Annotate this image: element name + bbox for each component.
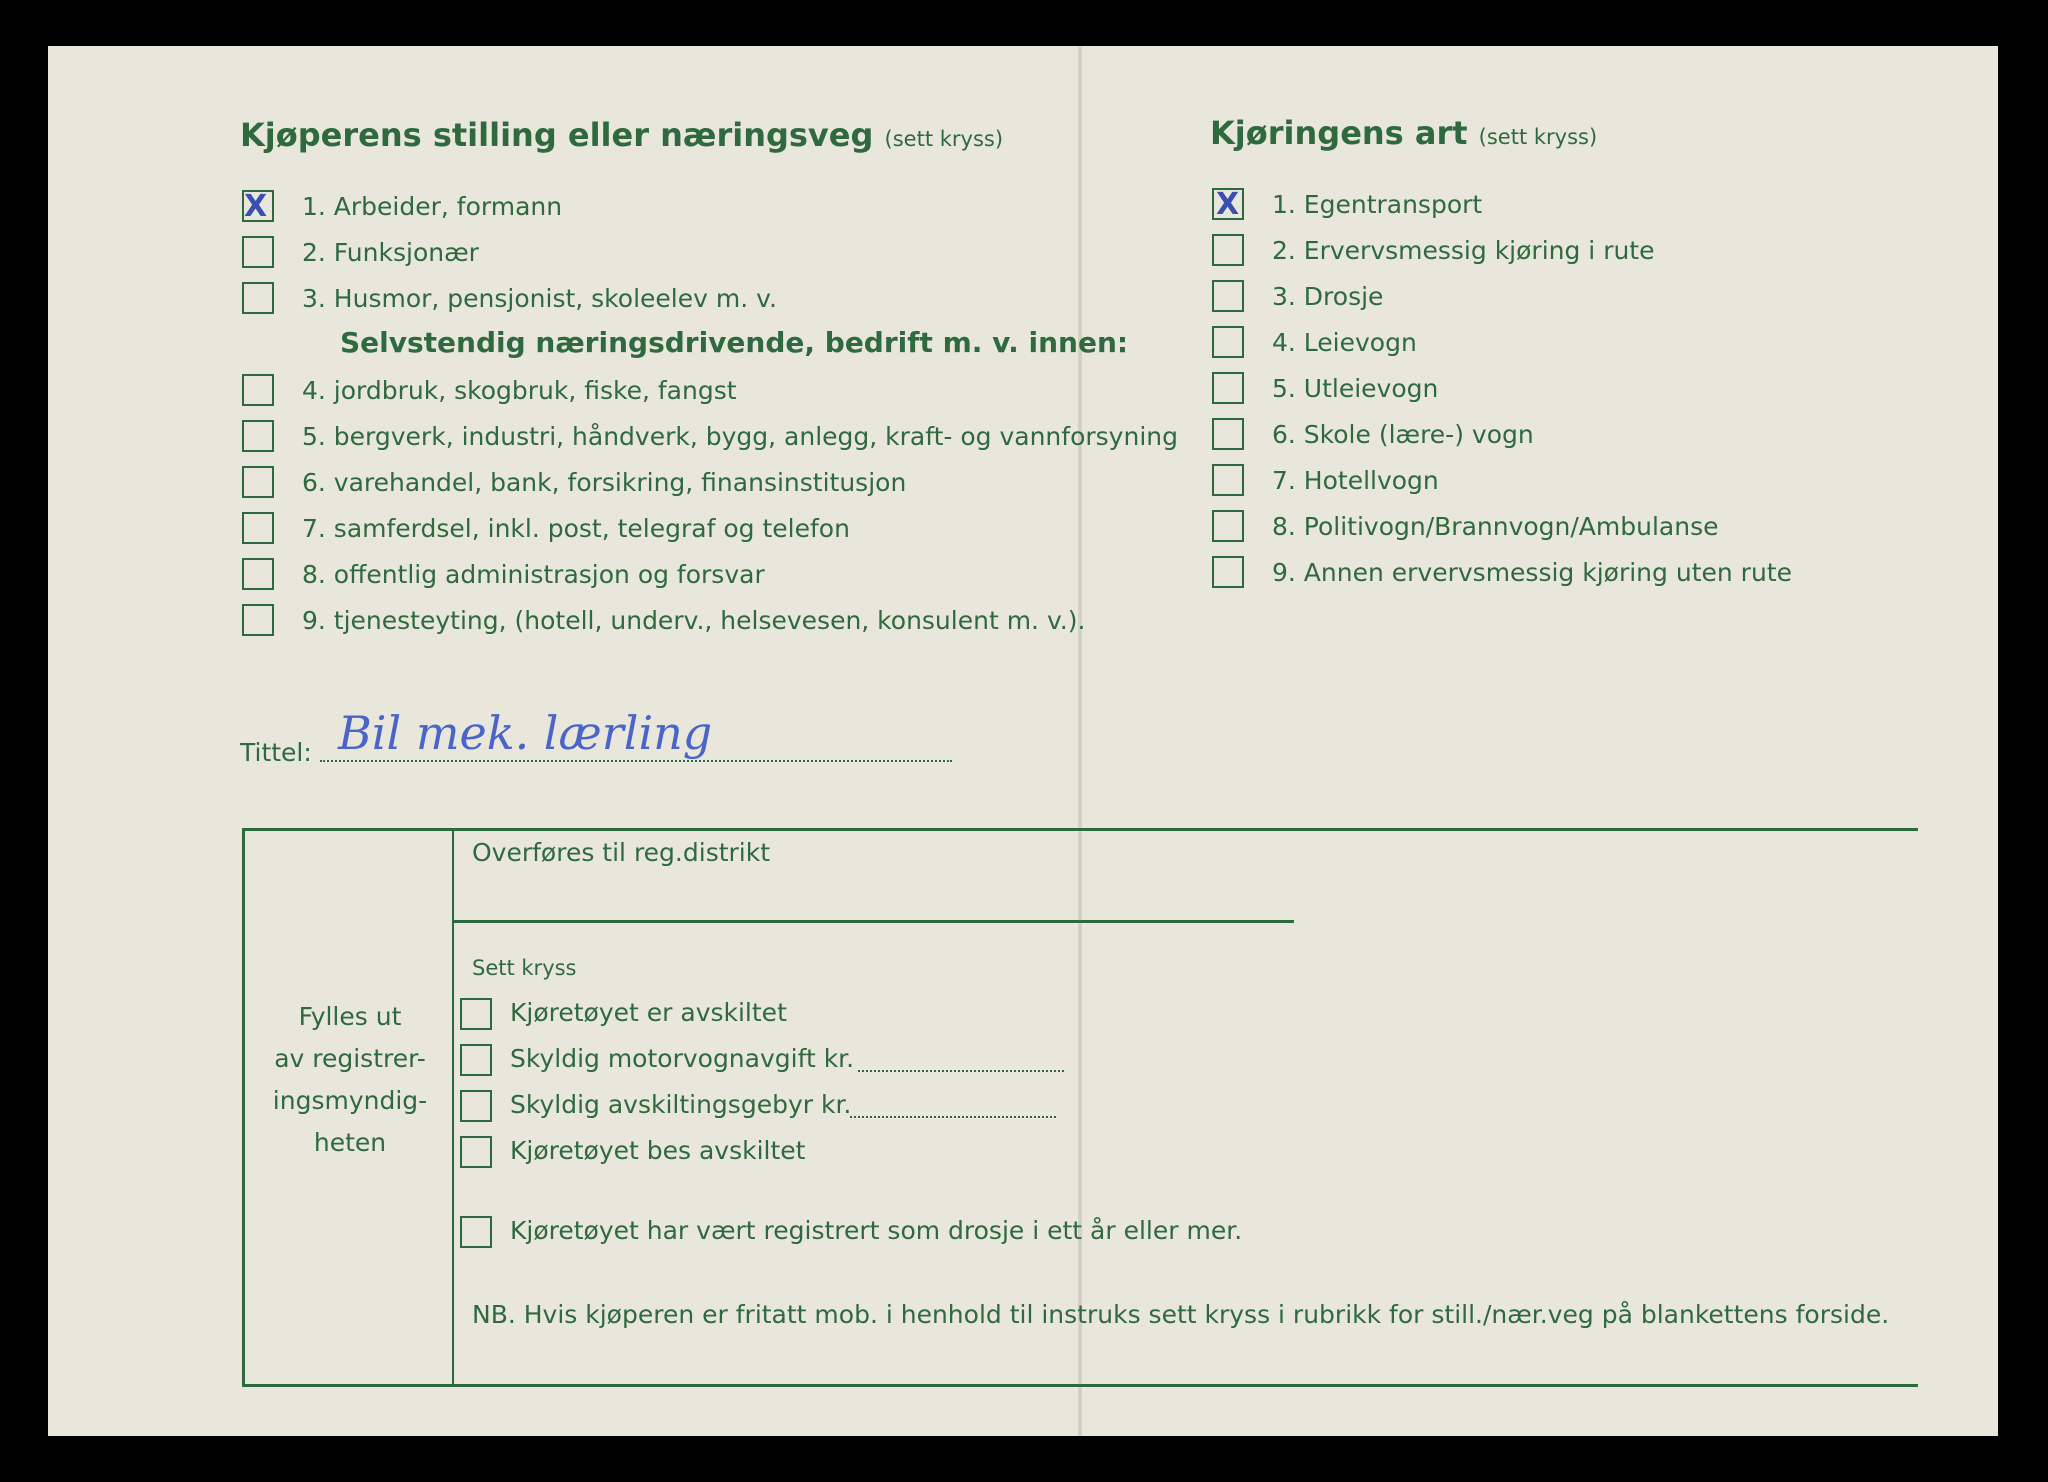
right-title-text: Kjøringens art (1210, 114, 1468, 152)
motorvognavgift-dotted-line (858, 1070, 1064, 1072)
tittel-dotted-line (320, 760, 952, 762)
side-label-line-1: Fylles ut (298, 1002, 402, 1031)
item-egentransport: 1. Egentransport (1272, 190, 1483, 219)
checkbox-motorvognavgift[interactable] (460, 1044, 492, 1076)
item-bergverk: 5. bergverk, industri, håndverk, bygg, anlegg, kraft- og vannforsyning (302, 422, 1178, 451)
item-drosje-ett-aar: Kjøretøyet har vært registrert som drosje i ett år eller mer. (510, 1216, 1243, 1245)
tittel-label: Tittel: (240, 738, 312, 767)
checkbox-drosje[interactable] (1212, 280, 1244, 312)
avskiltingsgebyr-dotted-line (850, 1116, 1056, 1118)
item-tjenesteyting: 9. tjenesteyting, (hotell, underv., helsevesen, konsulent m. v.). (302, 606, 1086, 635)
checkbox-arbeider[interactable] (242, 190, 274, 222)
item-avskiltet: Kjøretøyet er avskiltet (510, 998, 787, 1027)
tittel-handwritten-value[interactable]: Bil mek. lærling (338, 706, 713, 760)
checkbox-varehandel[interactable] (242, 466, 274, 498)
item-avskiltingsgebyr: Skyldig avskiltingsgebyr kr. (510, 1090, 852, 1119)
checkbox-politivogn[interactable] (1212, 510, 1244, 542)
left-title-note: (sett kryss) (884, 127, 1004, 151)
item-skolevogn: 6. Skole (lære-) vogn (1272, 420, 1534, 449)
box-top-border (242, 828, 1918, 831)
item-bes-avskiltet: Kjøretøyet bes avskiltet (510, 1136, 806, 1165)
checkbox-utleievogn[interactable] (1212, 372, 1244, 404)
checkbox-rute[interactable] (1212, 234, 1244, 266)
nb-note: NB. Hvis kjøperen er fritatt mob. i henhold til instruks sett kryss i rubrikk for still./nær.veg på blankettens forside. (472, 1300, 1890, 1329)
form-sheet (48, 46, 1998, 1436)
box-left-border (242, 828, 245, 1387)
checkbox-drosje-ett-aar[interactable] (460, 1216, 492, 1248)
item-jordbruk: 4. jordbruk, skogbruk, fiske, fangst (302, 376, 737, 405)
transfer-line (452, 920, 1294, 923)
checkbox-avskiltingsgebyr[interactable] (460, 1090, 492, 1122)
side-label-line-3: ingsmyndig- (272, 1086, 428, 1115)
item-politivogn: 8. Politivogn/Brannvogn/Ambulanse (1272, 512, 1719, 541)
checkbox-samferdsel[interactable] (242, 512, 274, 544)
side-label (248, 996, 452, 1164)
item-funksjonaer: 2. Funksjonær (302, 238, 479, 267)
check-mark-egentransport: X (1216, 187, 1240, 222)
side-label-line-2: av registrer- (274, 1044, 426, 1073)
item-samferdsel: 7. samferdsel, inkl. post, telegraf og telefon (302, 514, 850, 543)
item-motorvognavgift: Skyldig motorvognavgift kr. (510, 1044, 855, 1073)
checkbox-annen[interactable] (1212, 556, 1244, 588)
checkbox-funksjonaer[interactable] (242, 236, 274, 268)
checkbox-tjenesteyting[interactable] (242, 604, 274, 636)
check-mark-arbeider: X (244, 189, 268, 224)
checkbox-bergverk[interactable] (242, 420, 274, 452)
box-bottom-border (242, 1384, 1918, 1387)
item-hotellvogn: 7. Hotellvogn (1272, 466, 1439, 495)
checkbox-leievogn[interactable] (1212, 326, 1244, 358)
subheading-naeringsdrivende: Selvstendig næringsdrivende, bedrift m. v. innen: (340, 326, 1129, 359)
right-title-note: (sett kryss) (1478, 125, 1598, 149)
box-divider (452, 828, 454, 1384)
left-title-text: Kjøperens stilling eller næringsveg (240, 116, 874, 154)
sett-kryss-label: Sett kryss (472, 956, 577, 980)
checkbox-jordbruk[interactable] (242, 374, 274, 406)
checkbox-avskiltet[interactable] (460, 998, 492, 1030)
checkbox-hotellvogn[interactable] (1212, 464, 1244, 496)
checkbox-skolevogn[interactable] (1212, 418, 1244, 450)
item-drosje: 3. Drosje (1272, 282, 1384, 311)
left-section-title (240, 116, 1003, 154)
item-offentlig: 8. offentlig administrasjon og forsvar (302, 560, 765, 589)
checkbox-husmor[interactable] (242, 282, 274, 314)
item-leievogn: 4. Leievogn (1272, 328, 1417, 357)
checkbox-egentransport[interactable] (1212, 188, 1244, 220)
right-section-title (1210, 114, 1597, 152)
item-husmor: 3. Husmor, pensjonist, skoleelev m. v. (302, 284, 777, 313)
item-annen: 9. Annen ervervsmessig kjøring uten rute (1272, 558, 1792, 587)
item-arbeider: 1. Arbeider, formann (302, 192, 563, 221)
checkbox-bes-avskiltet[interactable] (460, 1136, 492, 1168)
side-label-line-4: heten (313, 1128, 387, 1157)
item-utleievogn: 5. Utleievogn (1272, 374, 1439, 403)
item-varehandel: 6. varehandel, bank, forsikring, finansinstitusjon (302, 468, 907, 497)
checkbox-offentlig[interactable] (242, 558, 274, 590)
transfer-label: Overføres til reg.distrikt (472, 838, 771, 867)
item-rute: 2. Ervervsmessig kjøring i rute (1272, 236, 1655, 265)
